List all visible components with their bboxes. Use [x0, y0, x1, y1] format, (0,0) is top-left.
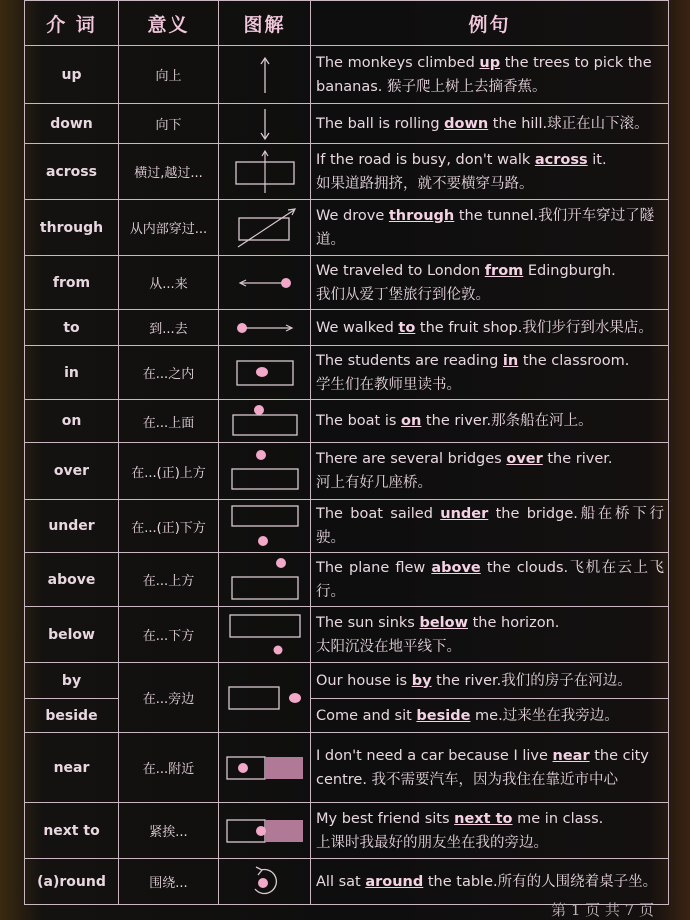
- example-line: [316, 502, 664, 550]
- example-text: We drove: [316, 207, 389, 224]
- table-row: [25, 733, 669, 803]
- table-row: [25, 104, 669, 144]
- example-text: the hill.球正在山下滚。: [488, 115, 649, 132]
- example-cell: [311, 443, 669, 500]
- example-text: Edingburgh.: [523, 262, 616, 279]
- table-header-row: [25, 1, 669, 46]
- diagram-cell: [219, 310, 311, 346]
- example-text: The students are reading: [316, 352, 503, 369]
- example-line: [316, 204, 664, 228]
- keyword: from: [484, 262, 524, 279]
- meaning-cell: 向上: [119, 46, 219, 104]
- circular-arrow-icon: [249, 865, 281, 899]
- prep-cell: in: [25, 346, 119, 400]
- diagram-cell: [219, 500, 311, 553]
- diagram-cell: [219, 607, 311, 663]
- example-cell: [311, 144, 669, 200]
- example-line: 上课时我最好的朋友坐在我的旁边。: [316, 834, 548, 851]
- example-text: All sat: [316, 873, 366, 890]
- diagram-cell: [219, 553, 311, 607]
- example-text: the trees to pick the: [500, 54, 652, 71]
- keyword: near: [552, 747, 590, 764]
- example-text: The plane flew: [316, 559, 432, 576]
- prep-cell: over: [25, 443, 119, 500]
- header-example: 例句: [311, 1, 669, 46]
- meaning-cell: 在...下方: [119, 607, 219, 663]
- example-text: We traveled to London: [316, 262, 485, 279]
- header-prep: 介 词: [25, 1, 119, 46]
- header-diagram: 图解: [219, 1, 311, 46]
- meaning-cell: 在...(正)下方: [119, 500, 219, 553]
- dot-in-box-icon: [234, 358, 296, 388]
- example-cell: [311, 663, 669, 699]
- dot-over-box-icon: [229, 448, 301, 494]
- example-line: [316, 704, 664, 728]
- diagram-cell: [219, 200, 311, 256]
- keyword: up: [479, 54, 501, 71]
- preposition-table: [24, 0, 669, 905]
- example-text: the city: [589, 747, 649, 764]
- diagram-cell: [219, 443, 311, 500]
- page-footer: 第 1 页 共 7 页: [551, 901, 654, 919]
- example-line: [316, 556, 664, 604]
- example-line: [316, 316, 664, 340]
- example-text: We walked: [316, 319, 399, 336]
- example-text: me in class.: [512, 810, 604, 827]
- keyword: under: [440, 506, 489, 522]
- prep-cell: across: [25, 144, 119, 200]
- example-text: the river.我们的房子在河边。: [431, 672, 632, 689]
- meaning-cell: 在...旁边: [119, 663, 219, 733]
- example-line: 学生们在教师里读书。: [316, 376, 461, 393]
- prep-cell: next to: [25, 803, 119, 859]
- example-cell: [311, 200, 669, 256]
- diagram-cell: [219, 104, 311, 144]
- example-line: [316, 112, 664, 136]
- example-line: 如果道路拥挤，就不要横穿马路。: [316, 175, 534, 192]
- example-line: [316, 349, 664, 373]
- arrow-to-icon: [233, 318, 297, 338]
- prep-cell: above: [25, 553, 119, 607]
- prep-cell: to: [25, 310, 119, 346]
- diagram-cell: [219, 663, 311, 733]
- meaning-cell: 向下: [119, 104, 219, 144]
- example-text: the fruit shop.我们步行到水果店。: [415, 319, 653, 336]
- example-text: Our house is: [316, 672, 412, 689]
- example-line: 河上有好几座桥。: [316, 475, 432, 491]
- keyword: in: [502, 352, 519, 369]
- table-row: [25, 803, 669, 859]
- example-text: The boat is: [316, 413, 402, 429]
- meaning-cell: 围绕...: [119, 859, 219, 905]
- meaning-cell: 从内部穿过...: [119, 200, 219, 256]
- keyword: over: [506, 451, 543, 467]
- arrow-from-dot-icon: [235, 273, 295, 293]
- table-row: [25, 346, 669, 400]
- example-line: 太阳沉没在地平线下。: [316, 638, 461, 655]
- example-text: the classroom.: [518, 352, 630, 369]
- example-cell: [311, 400, 669, 443]
- example-text: Come and sit: [316, 707, 417, 724]
- example-line: [316, 447, 664, 471]
- meaning-cell: 在...上方: [119, 553, 219, 607]
- table-row: [25, 500, 669, 553]
- example-line: [316, 148, 664, 172]
- meaning-cell: 在...上面: [119, 400, 219, 443]
- keyword: below: [419, 614, 469, 631]
- keyword: down: [444, 115, 489, 132]
- example-text: the table.所有的人围绕着桌子坐。: [423, 873, 658, 890]
- example-text: I don't need a car because I live: [316, 747, 553, 764]
- diagram-cell: [219, 400, 311, 443]
- table-row: [25, 443, 669, 500]
- table-row: [25, 310, 669, 346]
- table-row: [25, 256, 669, 310]
- meaning-cell: 紧挨...: [119, 803, 219, 859]
- table-row: [25, 859, 669, 905]
- dot-next-to-box-icon: [225, 817, 305, 845]
- example-text: the clouds.飞机在云上飞行。: [316, 559, 664, 600]
- table-row: [25, 200, 669, 256]
- keyword: by: [411, 672, 432, 689]
- example-line: 道。: [316, 231, 345, 248]
- example-text: If the road is busy, don't walk: [316, 151, 535, 168]
- example-cell: [311, 46, 669, 104]
- table-row: [25, 607, 669, 663]
- example-text: The ball is rolling: [316, 115, 445, 132]
- table-row: [25, 553, 669, 607]
- table-row: [25, 663, 669, 699]
- example-text: it.: [587, 151, 607, 168]
- keyword: next to: [454, 810, 513, 827]
- prep-cell: through: [25, 200, 119, 256]
- dot-near-box-icon: [225, 754, 305, 782]
- keyword: through: [388, 207, 455, 224]
- meaning-cell: 在...之内: [119, 346, 219, 400]
- example-cell: [311, 803, 669, 859]
- example-cell: [311, 310, 669, 346]
- prep-cell: by: [25, 663, 119, 699]
- diagram-cell: [219, 144, 311, 200]
- table-row: [25, 400, 669, 443]
- keyword: to: [398, 319, 416, 336]
- meaning-cell: 从...来: [119, 256, 219, 310]
- box-diagonal-arrow-icon: [232, 207, 298, 249]
- header-meaning: 意义: [119, 1, 219, 46]
- example-text: the river.那条船在河上。: [421, 413, 593, 429]
- example-line: 我们从爱丁堡旅行到伦敦。: [316, 286, 490, 303]
- example-line: [316, 409, 664, 433]
- keyword: on: [401, 413, 422, 429]
- prep-cell: near: [25, 733, 119, 803]
- example-cell: [311, 607, 669, 663]
- example-text: The sun sinks: [316, 614, 420, 631]
- meaning-cell: 横过,越过...: [119, 144, 219, 200]
- diagram-cell: [219, 733, 311, 803]
- example-cell: [311, 859, 669, 905]
- dot-under-box-icon: [229, 503, 301, 549]
- example-line: [316, 807, 664, 831]
- example-line: [316, 744, 664, 768]
- example-line: centre. 我不需要汽车，因为我住在靠近市中心: [316, 771, 619, 788]
- prep-cell: up: [25, 46, 119, 104]
- example-line: [316, 870, 664, 894]
- meaning-cell: 到...去: [119, 310, 219, 346]
- diagram-cell: [219, 46, 311, 104]
- example-text: the horizon.: [468, 614, 560, 631]
- example-line: [316, 611, 664, 635]
- dot-on-box-icon: [230, 404, 300, 438]
- arrow-up-icon: [250, 55, 280, 95]
- box-vertical-arrow-icon: [233, 149, 297, 195]
- example-cell: [311, 699, 669, 733]
- example-line: [316, 669, 664, 693]
- example-cell: [311, 553, 669, 607]
- prep-cell: beside: [25, 699, 119, 733]
- diagram-cell: [219, 256, 311, 310]
- keyword: beside: [416, 707, 471, 724]
- diagram-cell: [219, 346, 311, 400]
- example-text: The monkeys climbed: [316, 54, 480, 71]
- example-line: [316, 259, 664, 283]
- example-text: The boat sailed: [316, 506, 441, 522]
- example-text: the river.: [542, 451, 613, 467]
- keyword: above: [431, 559, 481, 576]
- diagram-cell: [219, 859, 311, 905]
- table-row: [25, 144, 669, 200]
- example-text: There are several bridges: [316, 451, 507, 467]
- example-line: [316, 51, 664, 75]
- keyword: around: [365, 873, 424, 890]
- example-text: My best friend sits: [316, 810, 455, 827]
- dot-above-box-icon: [229, 557, 301, 603]
- dot-beside-box-icon: [226, 683, 304, 713]
- example-cell: [311, 733, 669, 803]
- example-cell: [311, 256, 669, 310]
- example-cell: [311, 104, 669, 144]
- keyword: across: [534, 151, 588, 168]
- arrow-down-icon: [250, 107, 280, 141]
- prep-cell: from: [25, 256, 119, 310]
- table-row: [25, 46, 669, 104]
- prep-cell: (a)round: [25, 859, 119, 905]
- example-text: me.过来坐在我旁边。: [470, 707, 619, 724]
- prep-cell: down: [25, 104, 119, 144]
- example-text: the bridge.船在桥下行驶。: [316, 506, 664, 546]
- example-text: the tunnel.我们开车穿过了隧: [454, 207, 655, 224]
- prep-cell: under: [25, 500, 119, 553]
- prep-cell: below: [25, 607, 119, 663]
- example-cell: [311, 346, 669, 400]
- meaning-cell: 在...附近: [119, 733, 219, 803]
- example-cell: [311, 500, 669, 553]
- example-line: bananas. 猴子爬上树上去摘香蕉。: [316, 78, 547, 95]
- dot-below-box-icon: [227, 612, 303, 658]
- prep-cell: on: [25, 400, 119, 443]
- diagram-cell: [219, 803, 311, 859]
- meaning-cell: 在...(正)上方: [119, 443, 219, 500]
